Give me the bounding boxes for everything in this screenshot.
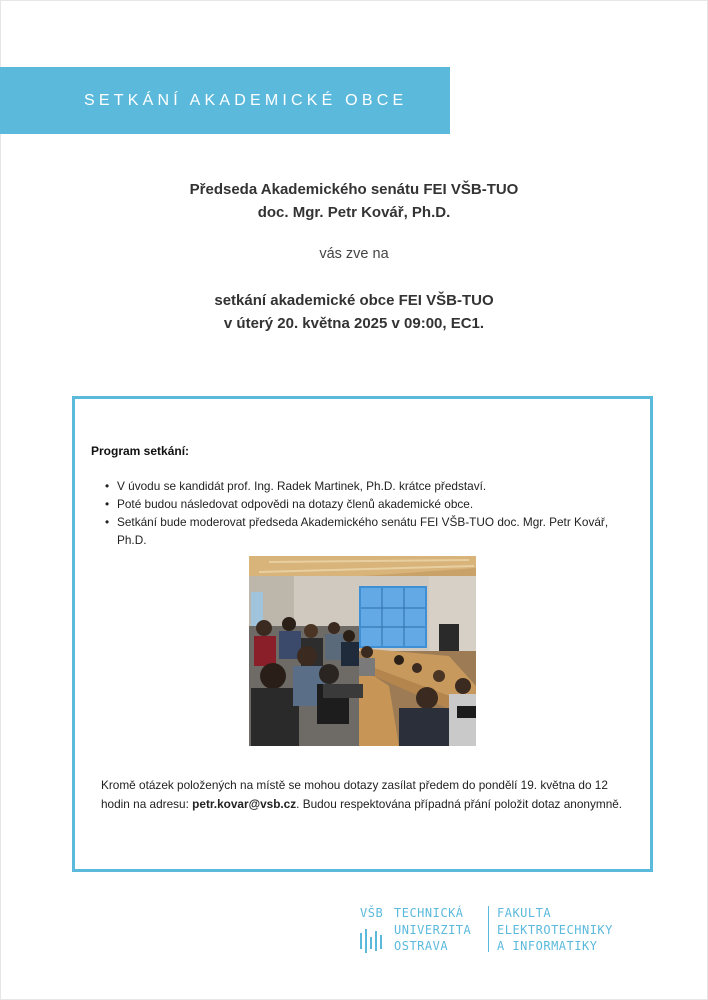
program-title: Program setkání:	[91, 444, 190, 458]
university-name-line: OSTRAVA	[394, 939, 449, 953]
inviter-title: Předseda Akademického senátu FEI VŠB-TUO	[189, 181, 519, 198]
logo-divider	[488, 906, 489, 952]
faculty-name-line: FAKULTA	[497, 906, 552, 920]
note-text-before: Kromě otázek položených na místě se mohou dotazy zasílat předem do pondělí 19. května do 12 hodin na adresu:	[101, 778, 608, 811]
university-name	[394, 905, 471, 955]
university-name-line: TECHNICKÁ	[394, 906, 464, 920]
program-box	[72, 396, 653, 872]
contact-email: petr.kovar@vsb.cz	[192, 797, 297, 811]
faculty-name	[497, 905, 613, 955]
header-banner	[0, 67, 450, 134]
vsb-logo	[360, 905, 484, 955]
event-title: setkání akademické obce FEI VŠB-TUO	[214, 292, 494, 309]
program-item: • Poté budou následovat odpovědi na dotazy členů akademické obce.	[105, 495, 635, 513]
inviter-name: doc. Mgr. Petr Kovář, Ph.D.	[257, 204, 451, 221]
university-name-line: UNIVERZITA	[394, 922, 472, 937]
program-item: • V úvodu se kandidát prof. Ing. Radek Martinek, Ph.D. krátce představí.	[105, 477, 635, 495]
faculty-name-line: A INFORMATIKY	[497, 939, 598, 953]
event-block	[0, 289, 708, 335]
event-datetime: v úterý 20. května 2025 v 09:00, EC1.	[223, 315, 485, 332]
program-list	[105, 477, 635, 549]
vsb-bars-icon	[360, 929, 382, 953]
note-paragraph	[101, 776, 631, 814]
program-item: • Setkání bude moderovat předseda Akademického senátu FEI VŠB-TUO doc. Mgr. Petr Kovář, Ph.D.	[105, 513, 635, 549]
invites-text: vás zve na	[319, 246, 389, 262]
inviter-block	[0, 178, 708, 224]
note-text-after: . Budou respektována případná přání položit dotaz anonymně.	[296, 797, 623, 811]
faculty-name-line: ELEKTROTECHNIKY	[497, 922, 613, 937]
lecture-hall-photo	[249, 556, 476, 746]
vsb-logo-text: VŠB	[360, 906, 384, 920]
banner-title: SETKÁNÍ AKADEMICKÉ OBCE	[84, 91, 408, 109]
